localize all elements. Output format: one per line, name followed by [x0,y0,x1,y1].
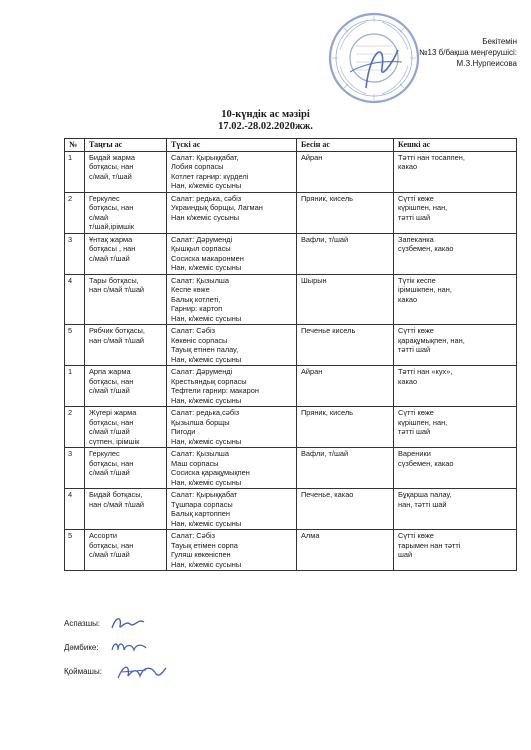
lunch-cell-line: Салат: Дәруменді [171,367,233,376]
lunch-cell-line: Салат: редька, сәбіз [171,193,242,203]
lunch-cell-line: Крестьяндық сорпасы [171,376,247,386]
snack-cell: Шырын [297,274,394,325]
lunch-cell-line: Қызылша борщы [171,417,230,427]
snack-cell: Печенье, какао [297,489,394,530]
dinner-cell [394,325,517,366]
row-number: 3 [65,233,85,274]
breakfast-cell-line: нан с/май т/шай [89,335,145,345]
breakfast-cell-line: Рябчик ботқасы, [89,326,145,335]
lunch-cell-line: Пигоди [171,427,196,436]
lunch-cell [167,448,297,489]
lunch-cell-line: Украиндық борщы, Лагман [171,203,263,212]
approval-line-approve: Бекітемін [482,37,517,46]
title-line-dates: 17.02.-28.02.2020жж. [218,121,313,132]
breakfast-cell-line: Ұнтақ жарма [89,234,133,244]
breakfast-cell [85,366,167,407]
row-number: 5 [65,530,85,571]
lunch-cell [167,151,297,192]
breakfast-cell-line: с/май т/шай [89,468,130,477]
dinner-cell-line: тәтті шай [398,212,431,222]
breakfast-cell [85,192,167,233]
dinner-cell [394,274,517,325]
table-row [65,366,517,407]
header-breakfast: Таңғы ас [85,139,167,152]
dinner-cell-line: Бұқарша палау, [398,490,452,499]
menu-table [64,138,517,571]
lunch-cell-line: Көкөніс сорпасы [171,335,228,345]
breakfast-cell-line: Арпа жарма [89,367,131,376]
breakfast-cell-line: с/май т/шай [89,253,130,263]
lunch-cell-line: Нан, к/жеміс сусыны [171,313,242,323]
lunch-cell-line: Салат: Қызылша [171,275,229,285]
dinner-cell-line: күрішпен, нан, [398,417,448,427]
lunch-cell-line: Салат: редька,сәбіз [171,408,240,417]
row-number: 2 [65,192,85,233]
breakfast-cell [85,448,167,489]
lunch-cell-line: Салат: Қырыққабат, [171,152,239,162]
breakfast-cell-line: Геркулес [89,193,120,203]
breakfast-cell-line: ботқасы, нан [89,417,134,427]
breakfast-cell [85,151,167,192]
lunch-cell-line: Сосиска қарақұмықпен [171,468,250,477]
lunch-cell-line: Салат: Қызылша [171,449,229,458]
storekeeper-label: Қоймашы: [64,667,102,676]
row-number: 1 [65,151,85,192]
breakfast-cell [85,407,167,448]
lunch-cell-line: Салат: Қырыққабат [171,490,238,499]
row-number: 4 [65,489,85,530]
lunch-cell-line: Балық котлеті, [171,294,221,304]
dinner-cell-line: күрішпен, нан, [398,203,448,212]
dinner-cell-line: қарақұмықпен, нан, [398,335,465,345]
header-num: № [65,139,85,152]
snack-cell: Печенье кисель [297,325,394,366]
lunch-cell [167,530,297,571]
dinner-cell-line: шай [398,550,413,559]
dinner-cell-line: какао [398,376,418,386]
lunch-cell-line: Нан к/жеміс сусыны [171,212,240,222]
lunch-cell [167,489,297,530]
lunch-cell-line: Маш сорпасы [171,458,219,468]
lunch-cell-line: Нан, к/жеміс сусыны [171,436,242,446]
lunch-cell-line: Салат: Дәруменді [171,234,233,244]
header-lunch: Түскі ас [167,139,297,152]
lunch-cell-line: Сосиска макаронмен [171,253,244,263]
signature-row-cook [64,618,184,634]
breakfast-cell [85,233,167,274]
breakfast-cell-line: Жүгері жарма [89,408,137,417]
lunch-cell-line: Гуляш көкөніспен [171,550,231,559]
lunch-cell-line: Нан, к/жеміс сусыны [171,181,242,190]
snack-cell: Пряник, кисель [297,192,394,233]
snack-cell: Вафли, т/шай [297,448,394,489]
table-row [65,274,517,325]
row-number: 2 [65,407,85,448]
header-dinner: Кешкі ас [394,139,517,152]
breakfast-cell-line: с/май, т/шай [89,171,132,181]
dinner-cell-line: нан, тәтті шай [398,499,447,509]
breakfast-cell-line: нан с/май т/шай [89,499,145,509]
dinner-cell-line: Сүтті көже [398,531,434,540]
approval-line-position: №13 б/бақша меңгерушісі: [418,48,517,57]
breakfast-cell-line: ботқасы, нан [89,376,134,386]
breakfast-cell [85,325,167,366]
dinner-cell [394,192,517,233]
row-number: 5 [65,325,85,366]
signature-row-nurse [64,642,184,658]
lunch-cell-line: Тауық етінен палау, [171,345,239,354]
dinner-cell-line: Вареники [398,449,431,458]
lunch-cell-line: Нан, к/жеміс сусыны [171,559,242,569]
breakfast-cell-line: с/май [89,212,109,222]
lunch-cell-line: Нан, к/жеміс сусыны [171,518,242,528]
table-row [65,192,517,233]
signature-row-storekeeper [64,666,194,682]
breakfast-cell-line: ботқасы, нан [89,540,134,550]
table-row [65,489,517,530]
breakfast-cell-line: Бидай жарма [89,152,135,162]
storekeeper-signature [116,662,168,682]
dinner-cell-line: какао [398,162,418,171]
snack-cell: Пряник, кисель [297,407,394,448]
dinner-cell-line: какао [398,294,418,304]
lunch-cell [167,233,297,274]
breakfast-cell-line: Тары ботқасы, [89,275,139,285]
dinner-cell-line: тәтті шай [398,427,431,436]
dinner-cell-line: Тәтті нан тосаппен, [398,152,465,162]
dinner-cell-line: сүзбемен, какао [398,244,454,253]
lunch-cell [167,274,297,325]
breakfast-cell-line: Геркулес [89,449,120,458]
lunch-cell-line: Қышқыл сорпасы [171,244,231,253]
dinner-cell-line: Түтік кеспе [398,275,436,285]
breakfast-cell-line: ботқасы, нан [89,458,134,468]
lunch-cell-line: Нан, к/жеміс сусыны [171,477,242,487]
title-line-menu: 10-күндік ас мәзірі [221,109,310,120]
dinner-cell [394,233,517,274]
lunch-cell-line: Салат: Сәбіз [171,531,215,540]
breakfast-cell-line: ботқасы, нан [89,203,134,212]
lunch-cell-line: Нан, к/жеміс сусыны [171,354,242,364]
lunch-cell-line: Тефтели гарнир: макарон [171,386,259,395]
cook-signature [110,614,150,632]
dinner-cell-line: Тәтті нан «кух», [398,367,453,376]
dinner-cell [394,489,517,530]
breakfast-cell [85,274,167,325]
breakfast-cell [85,489,167,530]
lunch-cell [167,366,297,407]
snack-cell: Айран [297,366,394,407]
dinner-cell-line: Сүтті көже [398,326,434,335]
table-body [65,151,517,571]
header-snack: Бесін ас [297,139,394,152]
breakfast-cell-line: Ассорти [89,531,117,540]
breakfast-cell-line: ботқасы, нан [89,162,134,171]
document-title [0,109,531,133]
lunch-cell-line: Тұшпара сорпасы [171,499,233,509]
nurse-signature [110,638,150,656]
breakfast-cell-line: с/май т/шай [89,550,130,559]
lunch-cell-line: Нан, к/жеміс сусыны [171,395,242,405]
nurse-label: Дәмбике: [64,643,99,652]
table-row [65,233,517,274]
cook-label: Аспазшы: [64,619,101,628]
lunch-cell-line: Кеспе көже [171,285,210,294]
table-header-row [65,139,517,152]
lunch-cell-line: Салат: Сәбіз [171,326,215,335]
snack-cell: Алма [297,530,394,571]
breakfast-cell-line: т/шай,ірімшік [89,222,134,231]
row-number: 4 [65,274,85,325]
dinner-cell-line: Сүтті көже [398,408,434,417]
snack-cell: Вафли, т/шай [297,233,394,274]
breakfast-cell-line: с/май т/шай [89,427,130,436]
dinner-cell [394,448,517,489]
dinner-cell-line: Сүтті көже [398,193,434,203]
dinner-cell-line: тәтті шай [398,345,431,354]
lunch-cell [167,407,297,448]
lunch-cell-line: Гарнир: картоп [171,304,223,313]
table-row [65,448,517,489]
dinner-cell [394,366,517,407]
snack-cell: Айран [297,151,394,192]
breakfast-cell-line: ботқасы , нан [89,244,136,253]
breakfast-cell-line: сүтпен, ірімшік [89,436,140,446]
lunch-cell-line: Балық картоппен [171,509,230,518]
approval-line-name: М.З.Нурпеисова [456,59,517,68]
dinner-cell-line: Запеканка [398,234,434,244]
table-row [65,325,517,366]
lunch-cell [167,192,297,233]
dinner-cell-line: ірімшікпен, нан, [398,285,452,294]
dinner-cell [394,407,517,448]
approval-block [347,36,517,69]
lunch-cell-line: Тауық етімен сорпа [171,540,238,550]
lunch-cell-line: Нан, к/жеміс сусыны [171,263,242,272]
row-number: 1 [65,366,85,407]
breakfast-cell-line: Бидай ботқасы, [89,490,143,499]
breakfast-cell-line: с/май т/шай [89,386,130,395]
breakfast-cell [85,530,167,571]
row-number: 3 [65,448,85,489]
dinner-cell-line: тарымен нан тәтті [398,540,461,550]
dinner-cell-line: сүзбемен, какао [398,458,454,468]
lunch-cell-line: Лобия сорпасы [171,162,224,171]
table-row [65,407,517,448]
table-row [65,151,517,192]
dinner-cell [394,151,517,192]
lunch-cell [167,325,297,366]
breakfast-cell-line: нан с/май т/шай [89,285,145,294]
dinner-cell [394,530,517,571]
lunch-cell-line: Котлет гарнир: күрделі [171,171,249,181]
table-row [65,530,517,571]
